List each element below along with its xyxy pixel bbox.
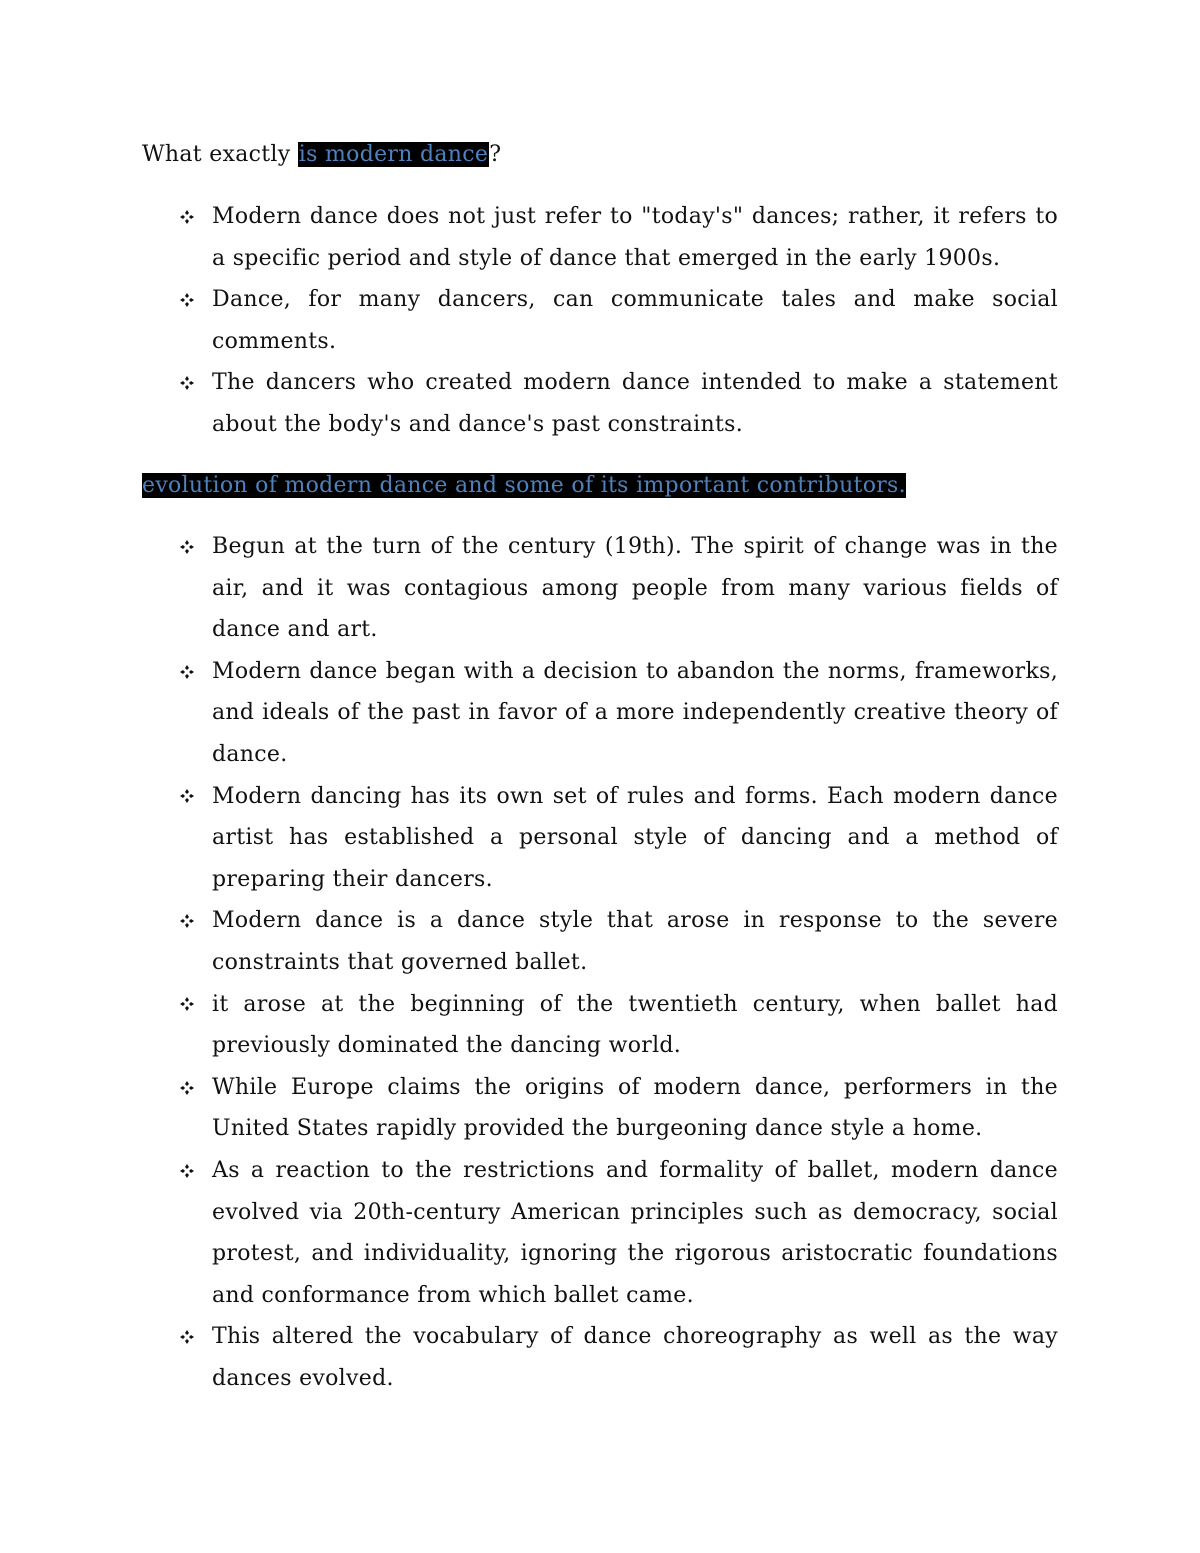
four-diamond-bullet-icon xyxy=(178,279,196,321)
list-item-text: While Europe claims the origins of modern dance, performers in the United States rapidly provided the burgeoning dance style a home. xyxy=(212,1074,1058,1142)
four-diamond-bullet-icon xyxy=(178,1316,196,1358)
list-item xyxy=(178,526,1058,651)
list-item-text: The dancers who created modern dance intended to make a statement about the body's and dance's past constraints. xyxy=(212,370,1058,437)
list-item-text: Begun at the turn of the century (19th). The spirit of change was in the air, and it was contagious among people from many various fields of dance and art. xyxy=(212,534,1058,643)
list-item-text: Dance, for many dancers, can communicate tales and make social comments. xyxy=(212,287,1058,354)
list-item xyxy=(178,279,1058,362)
four-diamond-bullet-icon xyxy=(178,362,196,404)
bullet-list-definition xyxy=(178,196,1058,446)
list-item xyxy=(178,1150,1058,1316)
list-item xyxy=(178,362,1058,445)
list-item xyxy=(178,196,1058,279)
heading-what-is-modern-dance xyxy=(142,138,501,172)
list-item xyxy=(178,651,1058,776)
list-item xyxy=(178,1067,1058,1150)
heading-1-highlight: is modern dance xyxy=(298,142,489,167)
four-diamond-bullet-icon xyxy=(178,776,196,818)
four-diamond-bullet-icon xyxy=(178,1150,196,1192)
list-item xyxy=(178,1316,1058,1399)
list-item-text: As a reaction to the restrictions and formality of ballet, modern dance evolved via 20th-century American principles such as democracy, social protest, and individuality, ignoring the rigorous aristocratic foundations and conformance from which ballet came. xyxy=(212,1157,1058,1308)
list-item-text: Modern dancing has its own set of rules and forms. Each modern dance artist has established a personal style of dancing and a method of preparing their dancers. xyxy=(212,783,1058,892)
list-item xyxy=(178,776,1058,901)
four-diamond-bullet-icon xyxy=(178,1067,196,1109)
bullet-list-evolution xyxy=(178,526,1058,1399)
list-item-text: This altered the vocabulary of dance choreography as well as the way dances evolved. xyxy=(212,1324,1058,1391)
list-item-text: Modern dance is a dance style that arose in response to the severe constraints that governed ballet. xyxy=(212,908,1058,975)
heading-evolution-of-modern-dance xyxy=(142,469,906,503)
heading-1-suffix: ? xyxy=(489,142,502,167)
list-item-text: Modern dance began with a decision to abandon the norms, frameworks, and ideals of the past in favor of a more independently creative theory of dance. xyxy=(212,658,1058,767)
list-item xyxy=(178,984,1058,1067)
four-diamond-bullet-icon xyxy=(178,984,196,1026)
four-diamond-bullet-icon xyxy=(178,900,196,942)
list-item-text: it arose at the beginning of the twentieth century, when ballet had previously dominated the dancing world. xyxy=(212,991,1058,1059)
four-diamond-bullet-icon xyxy=(178,651,196,693)
heading-1-prefix: What exactly xyxy=(142,142,298,167)
list-item xyxy=(178,900,1058,983)
four-diamond-bullet-icon xyxy=(178,196,196,238)
heading-2-highlight: evolution of modern dance and some of its important contributors. xyxy=(142,473,906,498)
list-item-text: Modern dance does not just refer to "today's" dances; rather, it refers to a specific period and style of dance that emerged in the early 1900s. xyxy=(212,204,1058,271)
four-diamond-bullet-icon xyxy=(178,526,196,568)
